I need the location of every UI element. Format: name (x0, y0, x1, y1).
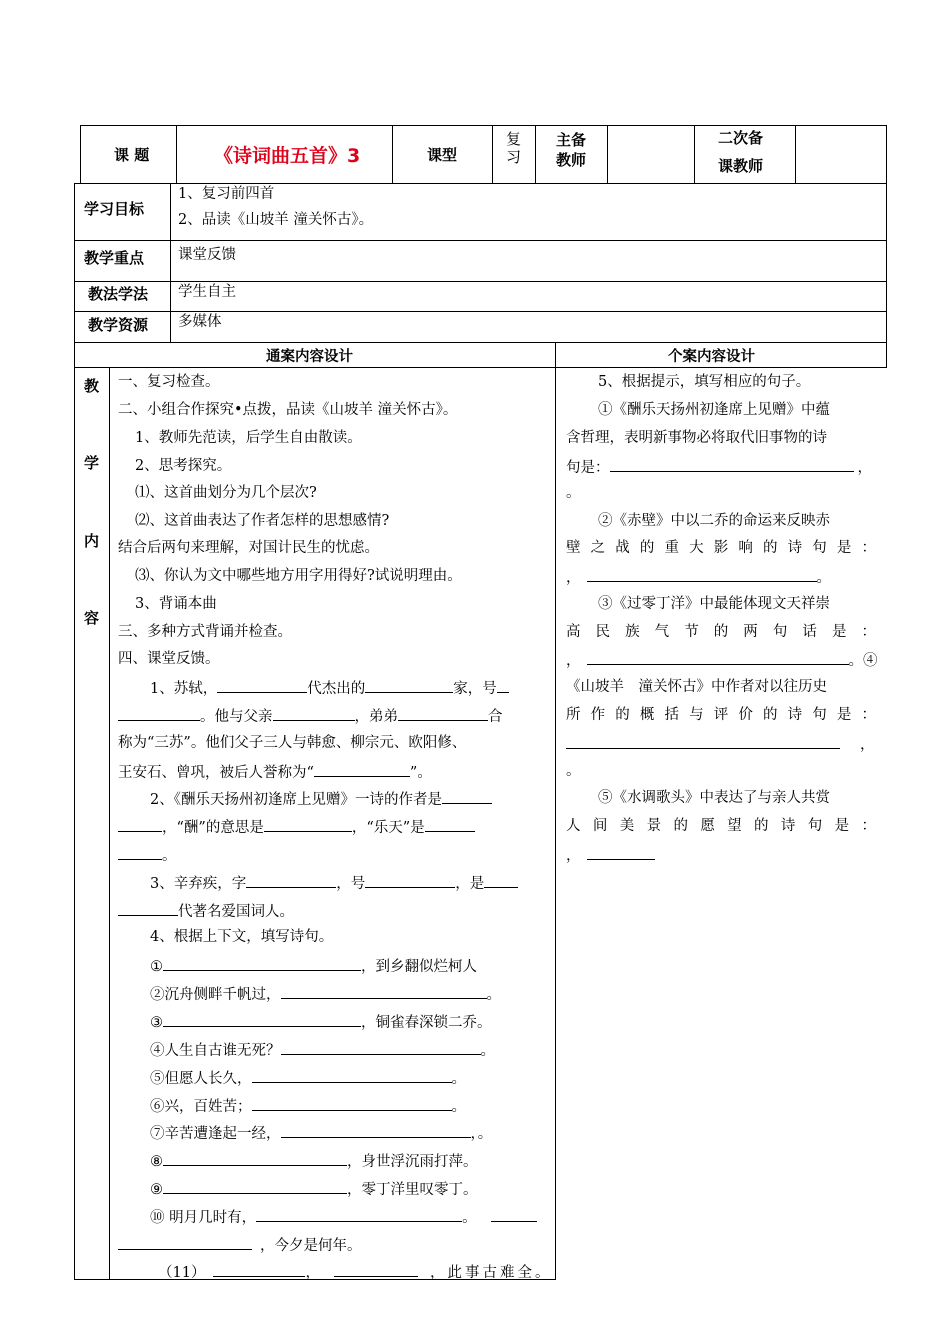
r5c: ， (566, 848, 581, 864)
poem-5 (150, 1067, 466, 1089)
left-l5: ⑴、这首曲划分为几个层次? (135, 485, 317, 501)
q1b: 代杰出的 (307, 681, 366, 697)
q3-line2 (118, 900, 294, 922)
r5-blank[interactable] (587, 844, 655, 860)
q3c: ，是 (455, 876, 485, 892)
right-r4f: 所作的概括与评价的诗句是： (566, 707, 876, 723)
poem-8 (150, 1150, 478, 1172)
p10c: ，今夕是何年。 (260, 1238, 362, 1254)
p3a: ③ (150, 1015, 163, 1031)
r4c: ， (566, 653, 581, 669)
q2-blank2[interactable] (118, 816, 162, 832)
p11a: （11） (158, 1265, 206, 1281)
main-teacher-label (556, 130, 586, 170)
q3-line1 (150, 872, 518, 894)
r2-blank[interactable] (610, 456, 854, 472)
p5-blank[interactable] (252, 1067, 452, 1083)
goal-line2: 2、品读《山坡羊 潼关怀古》。 (178, 212, 374, 228)
right-r2e: 。 (566, 485, 581, 501)
second-teacher-line2: 课教师 (718, 157, 764, 175)
left-l8: ⑶、你认为文中哪些地方用字用得好?试说明理由。 (135, 568, 462, 584)
poem-10-cont (118, 1234, 362, 1256)
p8a: ⑧ (150, 1154, 163, 1170)
p7a: ⑦辛苦遭逢起一经， (150, 1126, 281, 1142)
poem-6 (150, 1095, 466, 1117)
p2b: 。 (486, 987, 501, 1003)
q1-blank3[interactable] (497, 677, 509, 693)
goal-label: 学习目标 (84, 200, 145, 218)
left-column-header: 通案内容设计 (266, 349, 353, 365)
q3d: 代著名爱国词人。 (178, 904, 294, 920)
r2c: 句是： (566, 460, 610, 476)
q3-blank3[interactable] (484, 872, 518, 888)
side-label-3: 内 (84, 532, 100, 550)
p11c: ，此事古难全。 (429, 1265, 553, 1281)
left-l3: 1、教师先范读，后学生自由散读。 (135, 430, 362, 446)
right-r4-line3 (566, 649, 878, 671)
focus-label: 教学重点 (84, 249, 145, 267)
left-l7: 结合后两句来理解，对国计民生的忧虑。 (118, 540, 379, 556)
q2-blank1[interactable] (442, 788, 492, 804)
right-r5a: ⑤《水调歌头》中表达了与亲人共赏 (598, 790, 830, 806)
right-r4e: 《山坡羊 潼关怀古》中作者对以往历史 (566, 679, 827, 695)
p10-blank3[interactable] (118, 1234, 252, 1250)
right-r5b: 人间美景的愿望的诗句是： (566, 818, 876, 834)
p7-blank[interactable] (281, 1122, 471, 1138)
second-teacher-label (718, 124, 763, 180)
p5b: 。 (451, 1071, 466, 1087)
right-r4b: 高民族气节的两句话是： (566, 624, 876, 640)
poem-3 (150, 1011, 492, 1033)
p6-blank[interactable] (252, 1095, 452, 1111)
p3b: ，铜雀春深锁二乔。 (361, 1015, 492, 1031)
q3-blank1[interactable] (246, 872, 336, 888)
p9b: ，零丁洋里叹零丁。 (347, 1182, 478, 1198)
q2d: 。 (162, 848, 177, 864)
p4b: 。 (480, 1043, 495, 1059)
q3-blank4[interactable] (118, 900, 178, 916)
p10-blank1[interactable] (256, 1206, 462, 1222)
right-r5-line3 (566, 844, 655, 866)
r2d: ， (857, 460, 872, 476)
type-value-text: 复习 (506, 130, 522, 166)
q1e: ，弟弟 (354, 709, 398, 725)
q4: 4、根据上下文，填写诗句。 (150, 929, 334, 945)
poem-7 (150, 1122, 492, 1144)
left-l11: 四、课堂反馈。 (118, 651, 220, 667)
q3-blank2[interactable] (365, 872, 455, 888)
r4-blank2[interactable] (566, 733, 840, 749)
r3c: ， (566, 570, 581, 586)
q1h: 王安石、曾巩，被后人誉称为“ (118, 765, 314, 781)
poem-2 (150, 983, 501, 1005)
p1-blank[interactable] (163, 955, 361, 971)
q2b: ，“酬”的意思是 (162, 820, 264, 836)
q1-blank2[interactable] (365, 677, 453, 693)
p10a: ⑩ 明月几时有， (150, 1210, 257, 1226)
q1-blank5[interactable] (273, 705, 355, 721)
right-r4a: ③《过零丁洋》中最能体现文天祥崇 (598, 596, 830, 612)
p5a: ⑤但愿人长久， (150, 1071, 252, 1087)
p10b: 。 (462, 1210, 477, 1226)
left-l6: ⑵、这首曲表达了作者怎样的思想感情? (135, 513, 390, 529)
q1i: ”。 (409, 765, 432, 781)
right-r3-line3 (566, 566, 831, 588)
topic-value: 《诗词曲五首》3 (214, 145, 361, 167)
right-r4h: 。 (566, 763, 581, 779)
q2-blank5[interactable] (118, 844, 162, 860)
topic-label: 课 题 (114, 146, 150, 164)
p6a: ⑥兴，百姓苦； (150, 1099, 252, 1115)
q3a: 3、辛弃疾，字 (150, 876, 247, 892)
focus-value: 课堂反馈 (178, 247, 236, 263)
r4-blank1[interactable] (587, 649, 849, 665)
p11-blank1[interactable] (213, 1261, 305, 1277)
r3-blank[interactable] (587, 566, 817, 582)
second-teacher-line1: 二次备 (718, 129, 764, 147)
q1-line1 (150, 677, 509, 699)
p2a: ②沉舟侧畔千帆过， (150, 987, 281, 1003)
right-column-header: 个案内容设计 (668, 349, 755, 365)
side-label-1: 教 (84, 377, 100, 395)
p4-blank[interactable] (281, 1039, 481, 1055)
q2-blank3[interactable] (264, 816, 352, 832)
q1f: 合 (488, 709, 503, 725)
poem-9 (150, 1178, 478, 1200)
type-label: 课型 (427, 146, 458, 164)
q1g: 称为“三苏”。他们父子三人与韩愈、柳宗元、欧阳修、 (118, 735, 467, 751)
left-l9: 3、背诵本曲 (135, 596, 217, 612)
q1-blank1[interactable] (217, 677, 307, 693)
q1-line2 (118, 705, 503, 727)
poem-1 (150, 955, 477, 977)
q1a: 1、苏轼， (150, 681, 218, 697)
right-r1: 5、根据提示，填写相应的句子。 (598, 374, 811, 390)
q2-line3 (118, 844, 177, 866)
resource-value: 多媒体 (178, 314, 222, 330)
p2-blank[interactable] (281, 983, 487, 999)
p11-blank2[interactable] (334, 1261, 418, 1277)
q1-line4 (118, 761, 432, 783)
right-r4-line6 (566, 733, 875, 755)
right-r2b: 含哲理，表明新事物必将取代旧事物的诗 (566, 430, 827, 446)
left-l10: 三、多种方式背诵并检查。 (118, 624, 292, 640)
q2c: ，“乐天”是 (351, 820, 425, 836)
method-value: 学生自主 (178, 284, 236, 300)
poem-11 (158, 1261, 552, 1283)
p8b: ，身世浮沉雨打萍。 (347, 1154, 478, 1170)
method-label: 教法学法 (88, 285, 149, 303)
r4g: ， (860, 737, 875, 753)
p7b: ，。 (470, 1126, 493, 1142)
right-r2-line3 (566, 456, 872, 478)
q2-line1 (150, 788, 492, 810)
goal-line1: 1、复习前四首 (178, 186, 275, 202)
q1d: 。他与父亲 (200, 709, 273, 725)
q2-line2 (118, 816, 475, 838)
right-r2a: ①《酬乐天扬州初逢席上见赠》中蕴 (598, 402, 830, 418)
poem-4 (150, 1039, 495, 1061)
side-label-2: 学 (84, 454, 100, 472)
r3d: 。 (816, 570, 831, 586)
p11b: ， (305, 1265, 320, 1281)
q1-blank7[interactable] (314, 761, 410, 777)
p1b: ，到乡翻似烂柯人 (361, 959, 477, 975)
poem-10 (150, 1206, 537, 1228)
q1-blank4[interactable] (118, 705, 200, 721)
r4d: 。④ (848, 653, 878, 669)
p9-blank[interactable] (163, 1178, 347, 1194)
left-l2: 二、小组合作探究•点拨，品读《山坡羊 潼关怀古》。 (118, 402, 458, 418)
main-teacher-line2: 教师 (556, 151, 587, 169)
p10-blank2[interactable] (491, 1206, 537, 1222)
p4a: ④人生自古谁无死？ (150, 1043, 281, 1059)
q3b: ，号 (336, 876, 366, 892)
type-value (506, 130, 522, 166)
q2a: 2、《酬乐天扬州初逢席上见赠》一诗的作者是 (150, 792, 442, 808)
left-l4: 2、思考探究。 (135, 458, 232, 474)
p9a: ⑨ (150, 1182, 163, 1198)
right-r3b: 壁之战的重大影响的诗句是： (566, 540, 876, 556)
side-label-4: 容 (84, 609, 100, 627)
q1c: 家，号 (453, 681, 497, 697)
left-l1: 一、复习检查。 (118, 374, 220, 390)
q1-blank6[interactable] (398, 705, 488, 721)
p1a: ① (150, 959, 163, 975)
p3-blank[interactable] (163, 1011, 361, 1027)
right-r3a: ②《赤壁》中以二乔的命运来反映赤 (598, 513, 830, 529)
q2-blank4[interactable] (425, 816, 475, 832)
resource-label: 教学资源 (88, 316, 149, 334)
p8-blank[interactable] (163, 1150, 347, 1166)
main-teacher-line1: 主备 (556, 131, 587, 149)
p6b: 。 (451, 1099, 466, 1115)
